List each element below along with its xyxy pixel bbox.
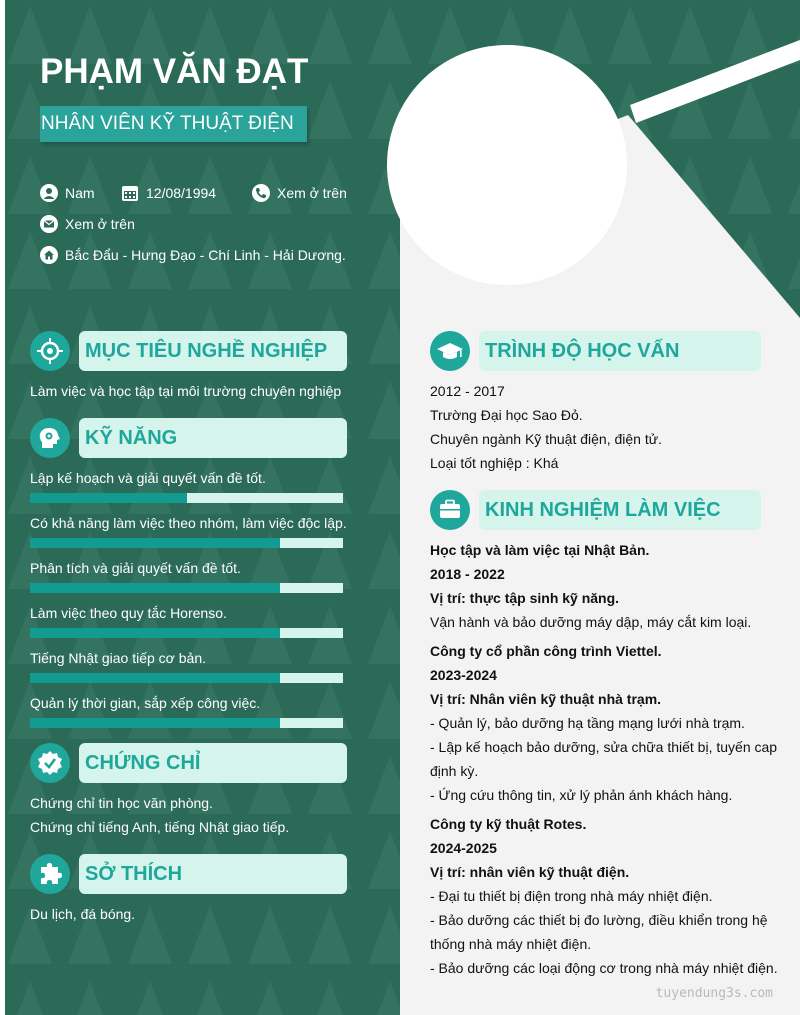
- skill-level-fill: [30, 628, 280, 638]
- experience-heading: KINH NGHIỆM LÀM VIỆC: [479, 490, 761, 530]
- experience-heading-line: Học tập và làm việc tại Nhật Bản.: [430, 542, 650, 558]
- skill-label: Làm việc theo quy tắc Horenso.: [30, 605, 227, 621]
- education-line: Trường Đại học Sao Đỏ.: [430, 407, 583, 423]
- experience-heading-line: 2023-2024: [430, 667, 497, 683]
- skill-level-fill: [30, 583, 280, 593]
- phone-icon: [252, 184, 270, 202]
- certificate-item: Chứng chỉ tiếng Anh, tiếng Nhật giao tiếp.: [30, 819, 290, 835]
- education-line: 2012 - 2017: [430, 383, 505, 399]
- email-value: Xem ở trên: [65, 216, 135, 232]
- certificates-heading: CHỨNG CHỈ: [79, 743, 347, 783]
- info-birthday: [121, 184, 216, 202]
- skill-level-fill: [30, 673, 280, 683]
- experience-heading-line: Vị trí: nhân viên kỹ thuật điện.: [430, 864, 630, 880]
- info-email: [40, 215, 135, 233]
- gender-value: Nam: [65, 185, 95, 201]
- puzzle-icon: [30, 854, 70, 894]
- experience-heading-line: Vị trí: Nhân viên kỹ thuật nhà trạm.: [430, 691, 662, 707]
- education-line: Loại tốt nghiệp : Khá: [430, 455, 559, 471]
- candidate-name: PHẠM VĂN ĐẠT: [40, 52, 309, 91]
- home-icon: [40, 246, 58, 264]
- head-gear-icon: [30, 418, 70, 458]
- experience-heading-line: 2024-2025: [430, 840, 497, 856]
- info-phone: [252, 184, 347, 202]
- target-icon: [30, 331, 70, 371]
- badge-check-icon: [30, 743, 70, 783]
- profile-photo: [387, 45, 627, 285]
- email-icon: [40, 215, 58, 233]
- hobbies-heading: SỞ THÍCH: [79, 854, 347, 894]
- info-address: [40, 246, 346, 264]
- address-value: Bắc Đẩu - Hưng Đạo - Chí Linh - Hải Dương.: [65, 247, 346, 263]
- objective-heading: MỤC TIÊU NGHỀ NGHIỆP: [79, 331, 347, 371]
- experience-line: Vận hành và bảo dưỡng máy dập, máy cắt kim loại.: [430, 614, 752, 630]
- experience-line: - Ứng cứu thông tin, xử lý phản ánh khách hàng.: [430, 787, 733, 803]
- experience-line: - Lập kế hoạch bảo dưỡng, sửa chữa thiết bị, tuyến cap: [430, 739, 778, 755]
- experience-heading-line: Công ty kỹ thuật Rotes.: [430, 816, 587, 832]
- skill-level-fill: [30, 538, 280, 548]
- skill-level-fill: [30, 718, 280, 728]
- education-line: Chuyên ngành Kỹ thuật điện, điện tử.: [430, 431, 662, 447]
- phone-value: Xem ở trên: [277, 185, 347, 201]
- skill-level-fill: [30, 493, 187, 503]
- briefcase-icon: [430, 490, 470, 530]
- hobbies-text: Du lịch, đá bóng.: [30, 906, 136, 922]
- experience-heading-line: Vị trí: thực tập sinh kỹ năng.: [430, 590, 620, 606]
- skill-level-bar: [30, 583, 343, 593]
- skill-level-bar: [30, 493, 343, 503]
- skill-label: Có khả năng làm việc theo nhóm, làm việc độc lập.: [30, 515, 347, 531]
- experience-heading-line: 2018 - 2022: [430, 566, 505, 582]
- skill-label: Tiếng Nhật giao tiếp cơ bản.: [30, 650, 206, 666]
- job-title: NHÂN VIÊN KỸ THUẬT ĐIỆN: [40, 106, 307, 142]
- experience-line: - Quản lý, bảo dưỡng hạ tầng mạng lưới nhà trạm.: [430, 715, 745, 731]
- skills-heading: KỸ NĂNG: [79, 418, 347, 458]
- calendar-icon: [121, 184, 139, 202]
- skill-label: Phân tích và giải quyết vấn đề tốt.: [30, 560, 241, 576]
- birthday-value: 12/08/1994: [146, 185, 217, 201]
- objective-text: Làm việc và học tập tại môi trường chuyên nghiệp: [30, 383, 342, 399]
- skill-label: Lập kế hoạch và giải quyết vấn đề tốt.: [30, 470, 266, 486]
- skill-label: Quản lý thời gian, sắp xếp công việc.: [30, 695, 261, 711]
- experience-line: - Đại tu thiết bị điện trong nhà máy nhiệt điện.: [430, 888, 713, 904]
- graduation-cap-icon: [430, 331, 470, 371]
- experience-line: - Bảo dưỡng các thiết bị đo lường, điều khiển trong hệ: [430, 912, 768, 928]
- certificate-item: Chứng chỉ tin học văn phòng.: [30, 795, 213, 811]
- experience-line: thống nhà máy nhiệt điện.: [430, 936, 592, 952]
- skill-level-bar: [30, 673, 343, 683]
- experience-line: - Bảo dưỡng các loại động cơ trong nhà máy nhiệt điện.: [430, 960, 778, 976]
- skill-level-bar: [30, 718, 343, 728]
- watermark: tuyendung3s.com: [655, 986, 773, 1001]
- skill-level-bar: [30, 628, 343, 638]
- info-gender: [40, 184, 95, 202]
- experience-heading-line: Công ty cổ phần công trình Viettel.: [430, 643, 662, 659]
- education-heading: TRÌNH ĐỘ HỌC VẤN: [479, 331, 761, 371]
- experience-line: định kỳ.: [430, 763, 479, 779]
- person-icon: [40, 184, 58, 202]
- skill-level-bar: [30, 538, 343, 548]
